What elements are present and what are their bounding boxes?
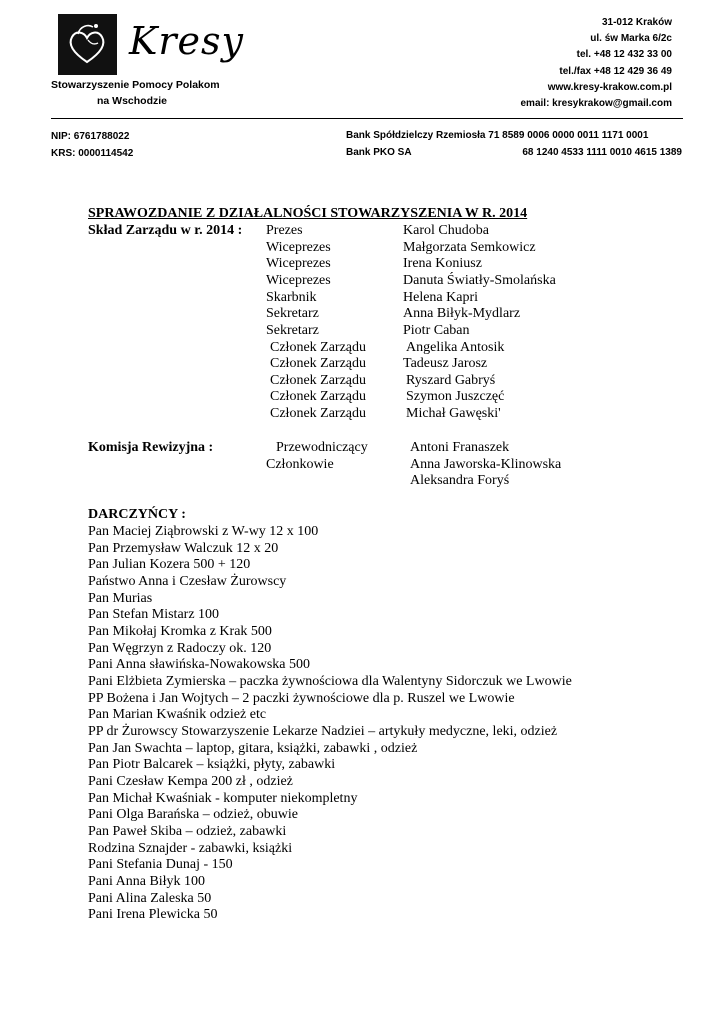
board-role: Skarbnik	[266, 290, 317, 305]
board-member: Danuta Światły-Smolańska	[403, 273, 556, 288]
board-member: Ryszard Gabryś	[406, 373, 496, 388]
board-role: Członek Zarządu	[270, 389, 367, 404]
contact-website: www.kresy-krakow.com.pl	[547, 82, 672, 93]
board-member: Anna Biłyk-Mydlarz	[403, 306, 521, 321]
org-name-line2: na Wschodzie	[97, 95, 168, 107]
board-member: Tadeusz Jarosz	[403, 356, 488, 371]
donor-entry: Pani Czesław Kempa 200 zł , odzież	[88, 774, 293, 789]
bank-2-account: 68 1240 4533 1111 0010 4615 1389	[522, 147, 682, 158]
donor-entry: Pan Mikołaj Kromka z Krak 500	[88, 624, 272, 639]
board-member: Irena Koniusz	[403, 256, 482, 271]
donor-entry: Pani Irena Plewicka 50	[88, 907, 218, 922]
board-role: Członek Zarządu	[270, 356, 367, 371]
donor-entry: PP dr Żurowscy Stowarzyszenie Lekarze Nadziei – artykuły medyczne, leki, odzież	[88, 724, 558, 739]
donor-entry: Pan Murias	[88, 591, 153, 606]
krs-number: KRS: 0000114542	[51, 148, 134, 159]
donor-entry: Pani Elżbieta Zymierska – paczka żywnościowa dla Walentyny Sidorczuk we Lwowie	[88, 674, 572, 689]
audit-role: Przewodniczący	[276, 440, 368, 455]
bank-2-name: Bank PKO SA	[346, 147, 412, 158]
donor-entry: Państwo Anna i Czesław Żurowscy	[88, 574, 287, 589]
org-name-line1: Stowarzyszenie Pomocy Polakom	[51, 79, 220, 91]
board-role: Członek Zarządu	[270, 373, 367, 388]
board-member: Piotr Caban	[403, 323, 470, 338]
audit-member: Antoni Franaszek	[410, 440, 510, 455]
board-role: Sekretarz	[266, 306, 319, 321]
heart-hands-icon	[58, 14, 117, 75]
header-divider	[51, 118, 683, 119]
board-member: Helena Kapri	[403, 290, 479, 305]
donor-entry: Pani Olga Barańska – odzież, obuwie	[88, 807, 298, 822]
board-role: Wiceprezes	[266, 240, 331, 255]
donor-entry: Pan Piotr Balcarek – książki, płyty, zabawki	[88, 757, 336, 772]
audit-member: Aleksandra Foryś	[410, 473, 510, 488]
contact-address-city: 31-012 Kraków	[601, 17, 672, 28]
board-member: Małgorzata Semkowicz	[403, 240, 536, 255]
board-member: Szymon Juszczęć	[406, 389, 505, 404]
board-role: Prezes	[266, 223, 303, 238]
donor-entry: Pan Jan Swachta – laptop, gitara, książki, zabawki , odzież	[88, 741, 418, 756]
donor-entry: Pan Węgrzyn z Radoczy ok. 120	[88, 641, 272, 656]
donor-entry: Pan Przemysław Walczuk 12 x 20	[88, 541, 279, 556]
contact-fax: tel./fax +48 12 429 36 49	[559, 66, 672, 77]
donor-entry: PP Bożena i Jan Wojtych – 2 paczki żywnościowe dla p. Ruszel we Lwowie	[88, 691, 515, 706]
donor-entry: Pan Julian Kozera 500 + 120	[88, 557, 251, 572]
donor-entry: Pan Paweł Skiba – odzież, zabawki	[88, 824, 287, 839]
logo-wordmark: Kresy	[129, 19, 245, 63]
report-title: SPRAWOZDANIE Z DZIAŁALNOŚCI STOWARZYSZENIA W R. 2014	[88, 206, 528, 221]
nip-number: NIP: 6761788022	[51, 131, 130, 142]
donors-label: DARCZYŃCY :	[88, 507, 186, 522]
audit-committee-label: Komisja Rewizyjna :	[88, 440, 214, 455]
donor-entry: Pan Marian Kwaśnik odzież etc	[88, 707, 267, 722]
audit-member: Anna Jaworska-Klinowska	[410, 457, 562, 472]
contact-address-street: ul. św Marka 6/2c	[590, 33, 672, 44]
donor-entry: Pan Maciej Ziąbrowski z W-wy 12 x 100	[88, 524, 319, 539]
logo-emblem	[58, 14, 117, 75]
donor-entry: Pan Michał Kwaśniak - komputer niekompletny	[88, 791, 358, 806]
donor-entry: Rodzina Sznajder - zabawki, książki	[88, 841, 293, 856]
donor-entry: Pani Anna sławińska-Nowakowska 500	[88, 657, 311, 672]
board-label: Skład Zarządu w r. 2014 :	[88, 223, 243, 238]
board-role: Członek Zarządu	[270, 406, 367, 421]
audit-role: Członkowie	[266, 457, 334, 472]
donor-entry: Pani Stefania Dunaj - 150	[88, 857, 233, 872]
board-role: Wiceprezes	[266, 273, 331, 288]
board-role: Sekretarz	[266, 323, 319, 338]
donor-entry: Pani Anna Biłyk 100	[88, 874, 206, 889]
board-member: Karol Chudoba	[403, 223, 489, 238]
board-role: Wiceprezes	[266, 256, 331, 271]
board-member: Angelika Antosik	[406, 340, 505, 355]
board-member: Michał Gawęski'	[406, 406, 501, 421]
bank-account-1: Bank Spółdzielczy Rzemiosła 71 8589 0006 0000 0011 1171 0001	[346, 130, 649, 141]
donor-entry: Pan Stefan Mistarz 100	[88, 607, 220, 622]
donor-entry: Pani Alina Zaleska 50	[88, 891, 212, 906]
contact-phone: tel. +48 12 432 33 00	[576, 49, 672, 60]
board-role: Członek Zarządu	[270, 340, 367, 355]
contact-email: email: kresykrakow@gmail.com	[520, 98, 672, 109]
